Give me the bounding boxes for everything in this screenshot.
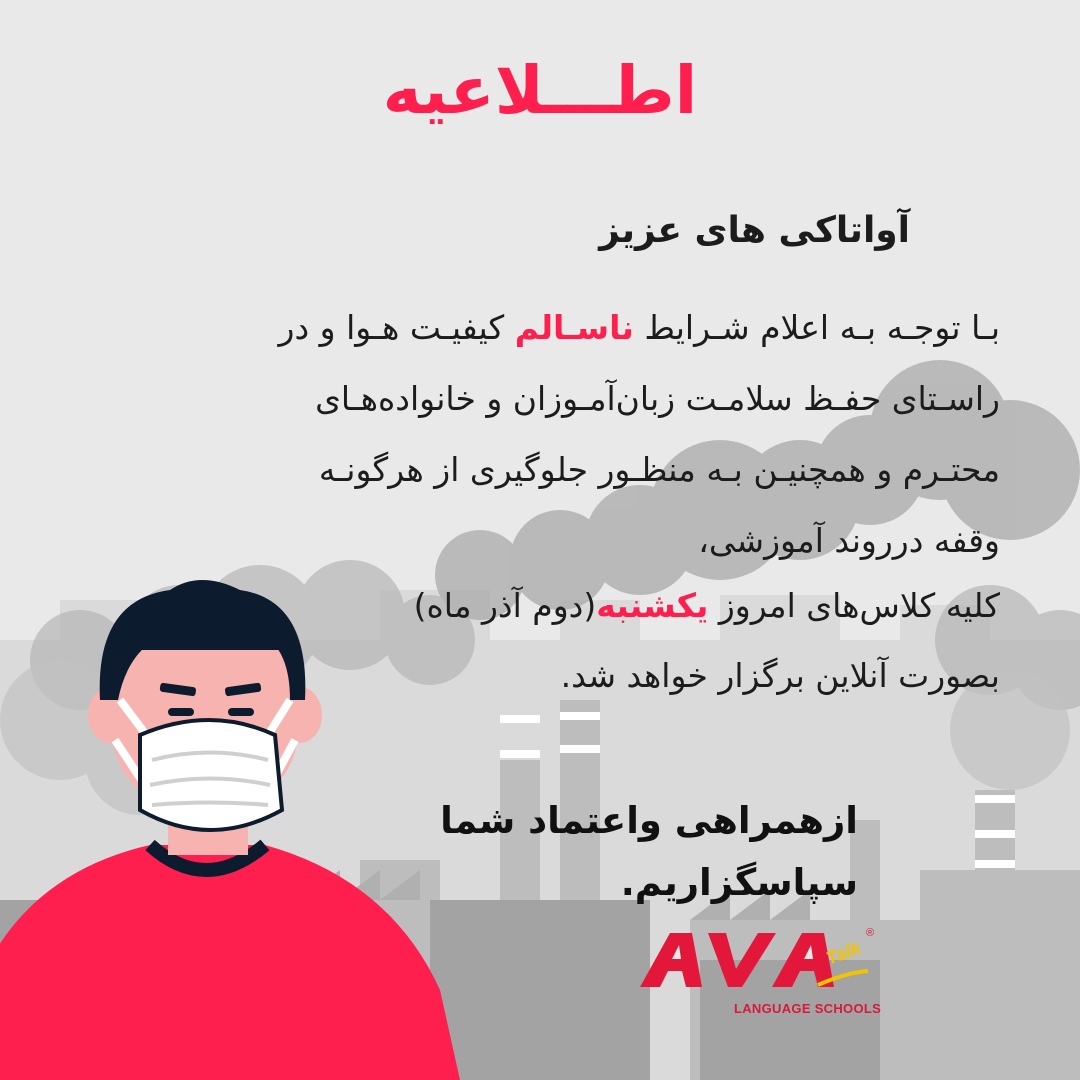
thanks-line-1: ازهمراهی واعتماد شما [440, 799, 858, 842]
ava-logo [630, 925, 890, 1020]
body-line-6: بصورت آنلاین برگزار خواهد شد. [560, 656, 1000, 695]
body-line-2: راسـتای حفـظ سلامـت زبان‌آمـوزان و خانواده‌هـای [315, 379, 1000, 418]
logo-caption: LANGUAGE SCHOOLS [734, 1001, 882, 1016]
registered-icon: ® [866, 927, 875, 939]
page-title: اطـــلاعیه [382, 52, 698, 129]
announcement-body [160, 292, 1000, 716]
thanks-message [440, 790, 858, 914]
body-line-3: محتـرم و همچنیـن بـه منظـور جلوگیری از هرگونـه [318, 450, 1000, 489]
unhealthy-highlight: ناسـالم [514, 308, 634, 347]
thanks-line-2: سپاسگزاریم. [620, 861, 858, 904]
sunday-highlight: یکشنبه [596, 586, 709, 625]
body-line-1: بـا توجـه بـه اعلام شـرایط ناسـالم کیفیـت هـوا و در [278, 308, 1000, 347]
body-line-4: وقفه درروند آموزشی، [698, 521, 1000, 560]
greeting: آواتاکی های عزیز [599, 210, 910, 251]
body-line-5: کلیه کلاس‌های امروز یکشنبه(دوم آذر ماه) [413, 586, 1000, 625]
logo-talk-text: Talk [823, 937, 864, 969]
